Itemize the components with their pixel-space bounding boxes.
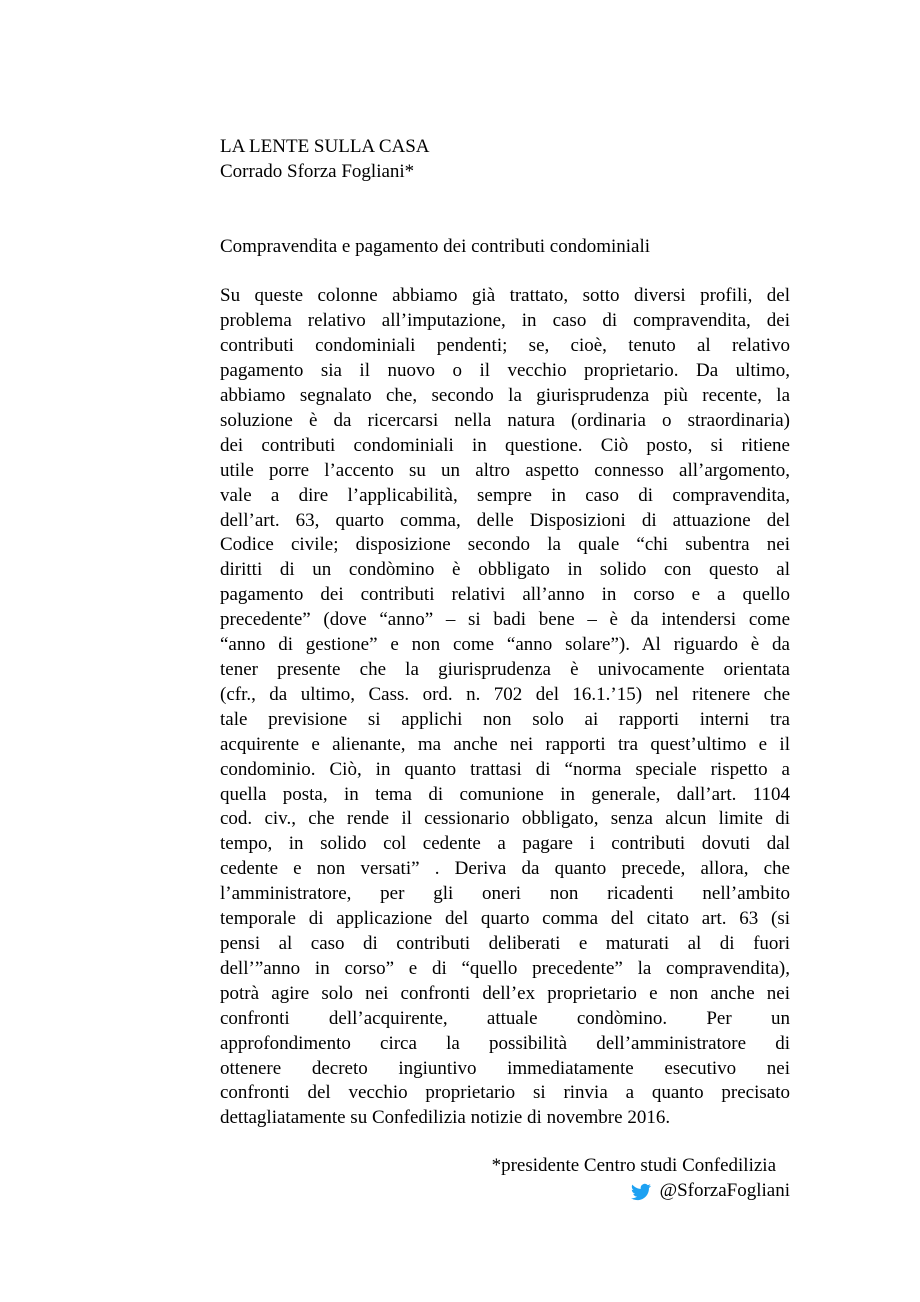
body-line: Codice civile; disposizione secondo la quale “chi subentra nei (220, 534, 790, 556)
body-line: problema relativo all’imputazione, in caso di compravendita, dei (220, 310, 790, 332)
twitter-bird-path (631, 1183, 651, 1199)
body-line: confronti dell’acquirente, attuale condòmino. Per un (220, 1007, 790, 1029)
body-line: potrà agire solo nei confronti dell’ex proprietario e non anche nei (220, 982, 790, 1004)
body-line: dell’”anno in corso” e di “quello precedente” la compravendita), (220, 957, 790, 979)
body-line: confronti del vecchio proprietario si rinvia a quanto precisato (220, 1082, 790, 1104)
body-line: cod. civ., che rende il cessionario obbligato, senza alcun limite di (220, 808, 790, 830)
body-line: dettagliatamente su Confedilizia notizie di novembre 2016. (220, 1107, 671, 1129)
body-line: temporale di applicazione del quarto comma del citato art. 63 (si (220, 908, 790, 930)
footer (220, 1154, 790, 1204)
body-line: acquirente e alienante, ma anche nei rapporti tra quest’ultimo e il (220, 733, 790, 755)
body-line: contributi condominiali pendenti; se, cioè, tenuto al relativo (220, 335, 790, 357)
body-line: condominio. Ciò, in quanto trattasi di “norma speciale rispetto a (220, 758, 790, 780)
twitter-icon (629, 1182, 653, 1202)
article (220, 135, 790, 1204)
body-line: dei contributi condominiali in questione. Ciò posto, si ritiene (220, 434, 790, 456)
body-line: cedente e non versati” . Deriva da quanto precede, allora, che (220, 858, 790, 880)
body-paragraph (220, 284, 790, 1131)
body-line: Su queste colonne abbiamo già trattato, sotto diversi profili, del (220, 285, 790, 307)
body-line: l’amministratore, per gli oneri non ricadenti nell’ambito (220, 883, 790, 905)
twitter-handle: @SforzaFogliani (659, 1180, 790, 1202)
body-line: ottenere decreto ingiuntivo immediatamente esecutivo nei (220, 1057, 790, 1079)
author-line: Corrado Sforza Fogliani* (220, 160, 415, 182)
body-line: diritti di un condòmino è obbligato in solido con questo al (220, 559, 790, 581)
body-line: vale a dire l’applicabilità, sempre in caso di compravendita, (220, 484, 790, 506)
body-line: tempo, in solido col cedente a pagare i contributi dovuti dal (220, 833, 790, 855)
body-line: abbiamo segnalato che, secondo la giurisprudenza più recente, la (220, 385, 790, 407)
body-line: approfondimento circa la possibilità dell’amministratore di (220, 1032, 790, 1054)
author-credit: *presidente Centro studi Confedilizia (491, 1155, 776, 1177)
body-line: dell’art. 63, quarto comma, delle Disposizioni di attuazione del (220, 509, 790, 531)
body-line: utile porre l’accento su un altro aspetto connesso all’argomento, (220, 459, 790, 481)
body-line: pagamento sia il nuovo o il vecchio proprietario. Da ultimo, (220, 360, 790, 382)
body-line: tale previsione si applichi non solo ai rapporti interni tra (220, 708, 790, 730)
body-line: pensi al caso di contributi deliberati e maturati al di fuori (220, 932, 790, 954)
body-line: tener presente che la giurisprudenza è univocamente orientata (220, 659, 790, 680)
body-line: (cfr., da ultimo, Cass. ord. n. 702 del 16.1.’15) nel ritenere che (220, 683, 790, 705)
title-block (220, 135, 790, 185)
body-line: soluzione è da ricercarsi nella natura (ordinaria o straordinaria) (220, 409, 790, 431)
twitter-handle-row (220, 1179, 790, 1204)
page-title: LA LENTE SULLA CASA (220, 136, 430, 157)
article-heading: Compravendita e pagamento dei contributi condominiali (220, 235, 651, 257)
body-line: pagamento dei contributi relativi all’anno in corso e a quello (220, 584, 790, 606)
body-line: “anno di gestione” e non come “anno solare”). Al riguardo è da (220, 634, 790, 656)
body-line: quella posta, in tema di comunione in generale, dall’art. 1104 (220, 783, 790, 805)
body-line: precedente” (dove “anno” – si badi bene – è da intendersi come (220, 609, 790, 631)
